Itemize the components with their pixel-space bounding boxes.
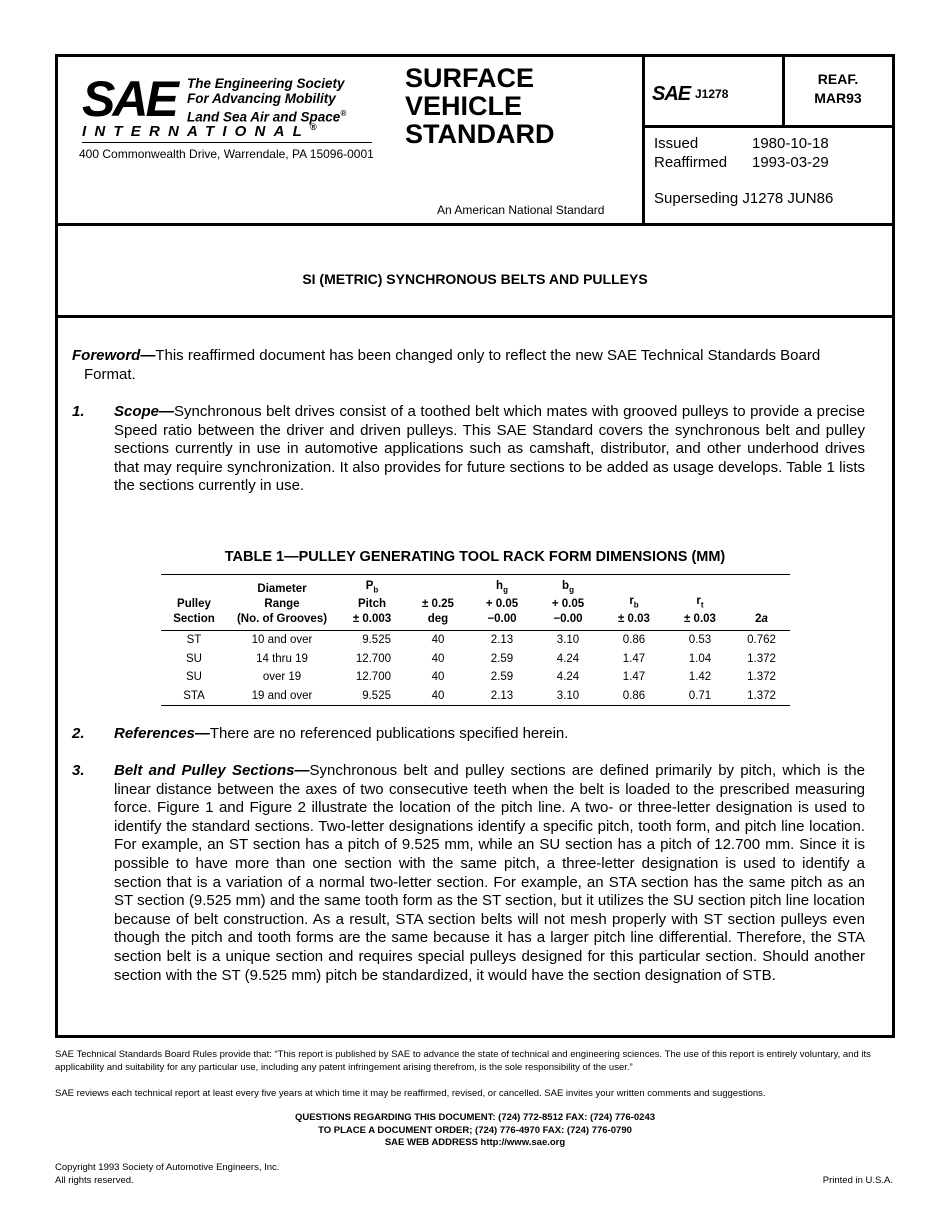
printed-in: Printed in U.S.A. — [822, 1175, 893, 1186]
table-cell: 4.24 — [556, 652, 580, 665]
col-bg: $b_g$ + 0.05 −0.00 — [535, 575, 601, 631]
table-cell: 14 thru 19 — [256, 652, 308, 665]
sae-logo-letters: SAE — [82, 71, 176, 127]
registered-mark: ® — [340, 109, 347, 118]
section-number: 3. — [72, 762, 85, 779]
table-cell: 2.59 — [490, 652, 514, 665]
section-text: There are no referenced publications specified herein. — [209, 725, 569, 742]
reaffirmed-date: 1993-03-29 — [752, 154, 829, 171]
address: 400 Commonwealth Drive, Warrendale, PA 15096-0001 — [79, 147, 374, 161]
col-pulley-section: Pulley Section — [161, 575, 227, 631]
table-cell: 1.372 — [747, 652, 776, 665]
standard-type-line: STANDARD — [405, 119, 555, 149]
logo-underline — [82, 142, 372, 143]
section-label: Scope— — [114, 403, 175, 420]
section-label: Belt and Pulley Sections— — [114, 762, 310, 779]
table-cell: 40 — [431, 652, 445, 665]
table-cell: 0.86 — [601, 687, 667, 706]
foreword-text: This reaffirmed document has been changed only to reflect the new SAE Technical Standards Board — [155, 347, 821, 364]
table-row — [161, 650, 790, 668]
issued-date: 1980-10-18 — [752, 135, 829, 152]
table-cell: 2.13 — [490, 634, 514, 647]
table-cell: 40 — [407, 687, 469, 706]
table-cell: 2.13 — [469, 687, 535, 706]
footer-questions: QUESTIONS REGARDING THIS DOCUMENT: (724) 772-8512 FAX: (724) 776-0243 — [294, 1112, 656, 1123]
table-cell: 12.700 — [355, 652, 391, 665]
section-text: Synchronous belt and pulley sections are defined primarily by pitch, which is the linear distance between the axes of two consecutive teeth when the belt is loaded to the prescribed measuring force. Figure 1 and Figure 2 illustrate the location of the pitch line. A two- or three-letter designation is used to identify the standard sections. Two-letter designations identify a specific pitch, tooth form, and pitch line location. For example, an ST section has a pitch of 9.525 mm, while an SU section has a pitch of 12.700 mm. Since it is possible to have more than one section with the same pitch, a three-letter designation is used to identify a section that is a variation of a normal two-letter section. For example, an STA section has the same pitch as an ST section (9.525 mm) and the same tooth form as the ST section, but it utilizes the SU section pitch line location because of belt construction. As a result, STA section belts will not mesh properly with ST section pulleys even though the pitch and tooth forms are the same because it has a larger pitch line differential. Therefore, the STA section belt is a unique section and requires special pulleys designed for this particular section. Should another section with the ST (9.525 mm) pitch be standardized, it would have the section designation of STB. — [114, 762, 865, 984]
reaf-date: MAR93 — [814, 90, 862, 106]
table-cell: 0.71 — [667, 687, 733, 706]
reaffirmed-label: Reaffirmed — [654, 154, 728, 171]
copyright-line: Copyright 1993 Society of Automotive Engineers, Inc. — [55, 1162, 280, 1173]
header-divider — [58, 223, 892, 226]
table-cell: SU — [186, 652, 202, 665]
table1-title: TABLE 1—PULLEY GENERATING TOOL RACK FORM DIMENSIONS (MM) — [224, 549, 726, 565]
section-number: 2. — [72, 725, 85, 742]
sae-small-logo: SAE — [652, 83, 691, 105]
table-cell: 3.10 — [535, 687, 601, 706]
national-standard-label: An American National Standard — [437, 203, 605, 217]
col-angle: ± 0.25 deg — [407, 575, 469, 631]
header-vertical-divider — [642, 57, 645, 226]
section-number: 1. — [72, 403, 85, 420]
table-cell: 12.700 — [355, 671, 391, 684]
table-cell: 1.47 — [622, 671, 646, 684]
standard-type-line: SURFACE — [405, 63, 535, 93]
table-cell: 0.762 — [747, 634, 776, 647]
standard-type — [405, 64, 555, 148]
col-hg: $h_g$ + 0.05 −0.00 — [469, 575, 535, 631]
table-cell: 10 and over — [251, 634, 313, 647]
superseding: Superseding J1278 JUN86 — [654, 190, 834, 207]
logo-tagline-line: For Advancing Mobility — [187, 91, 336, 106]
table-cell: 0.86 — [622, 634, 646, 647]
section-belt-pulley — [72, 762, 865, 985]
table-cell: 2.59 — [490, 671, 514, 684]
rights-line: All rights reserved. — [55, 1174, 134, 1186]
issued-label: Issued — [654, 135, 699, 152]
table-cell: 9.525 — [337, 687, 407, 706]
document-title: SI (METRIC) SYNCHRONOUS BELTS AND PULLEYS — [302, 271, 648, 287]
logo-tagline-line: Land Sea Air and Space® — [187, 109, 347, 125]
reaf-divider — [782, 57, 785, 127]
footer-review: SAE reviews each technical report at least every five years at which time it may be reaffirmed, revised, or cancelled. SAE invites your written comments and suggestions. — [55, 1088, 766, 1099]
standard-type-line: VEHICLE — [405, 91, 523, 121]
section-label: References— — [114, 725, 210, 742]
logo-international: INTERNATIONAL® — [82, 122, 317, 140]
header-right-divider — [642, 125, 892, 128]
foreword — [72, 347, 865, 384]
table-cell: 1.47 — [622, 652, 646, 665]
foreword-continuation: Format. — [84, 365, 136, 383]
copyright — [55, 1162, 279, 1187]
table-cell: over 19 — [262, 671, 302, 684]
table-cell: 19 and over — [227, 687, 337, 706]
col-diameter-range: Diameter Range (No. of Grooves) — [227, 575, 337, 631]
col-rb: $r_b$ ± 0.03 — [601, 575, 667, 631]
section-text: Synchronous belt drives consist of a toothed belt which mates with grooved pulleys to provide a precise Speed ratio between the driver and driven pulleys. This SAE Standard covers the synchronous belt and pulley sections currently in use in automotive applications such as camshaft, distributor, and other underhood drives that may require synchronization. It also provides for future sections to be added as usage develops. Table 1 lists the sections currently in use. — [114, 403, 865, 495]
table-cell: SU — [186, 671, 202, 684]
table-cell: 1.04 — [688, 652, 712, 665]
table-cell: 4.24 — [556, 671, 580, 684]
table-cell: 1.42 — [688, 671, 712, 684]
footer-web: SAE WEB ADDRESS http://www.sae.org — [384, 1137, 566, 1148]
logo-tagline — [187, 76, 346, 125]
document-number: J1278 — [695, 87, 729, 101]
table-cell: 0.53 — [688, 634, 712, 647]
footer-order: TO PLACE A DOCUMENT ORDER; (724) 776-4970 FAX: (724) 776-0790 — [318, 1124, 632, 1136]
col-rt: $r_t$ ± 0.03 — [667, 575, 733, 631]
table-cell: 40 — [431, 671, 445, 684]
reaf-label: REAF. — [817, 71, 859, 87]
footer-contact — [55, 1112, 895, 1150]
col-pitch: $P_b$ Pitch ± 0.003 — [337, 575, 407, 631]
sae-international-logo — [82, 71, 372, 144]
table-cell: 9.525 — [362, 634, 391, 647]
table-cell: 40 — [431, 634, 445, 647]
table1 — [161, 574, 790, 706]
table-row — [161, 687, 790, 706]
table-cell: 3.10 — [556, 634, 580, 647]
table-cell: 1.372 — [733, 687, 790, 706]
title-divider — [58, 315, 892, 318]
col-2a: 2a — [733, 575, 790, 631]
section-scope — [72, 403, 865, 496]
table-cell: STA — [161, 687, 227, 706]
table-cell: ST — [186, 634, 202, 647]
registered-mark: ® — [309, 122, 317, 132]
table-row — [161, 631, 790, 650]
table-row — [161, 668, 790, 686]
logo-tagline-line: The Engineering Society — [187, 76, 345, 91]
issue-dates — [654, 134, 829, 172]
section-references — [72, 725, 865, 744]
reaffirmation-box — [786, 70, 890, 108]
foreword-label: Foreword— — [72, 347, 156, 364]
footer-rules: SAE Technical Standards Board Rules provide that: “This report is published by SAE to advance the state of technical and engineering sciences. The use of this report is entirely voluntary, and its applicability and suitability for any particular use, including any patent infringement arising therefrom, is the sole responsibility of the user.” — [55, 1049, 871, 1073]
table-cell: 1.372 — [747, 671, 776, 684]
